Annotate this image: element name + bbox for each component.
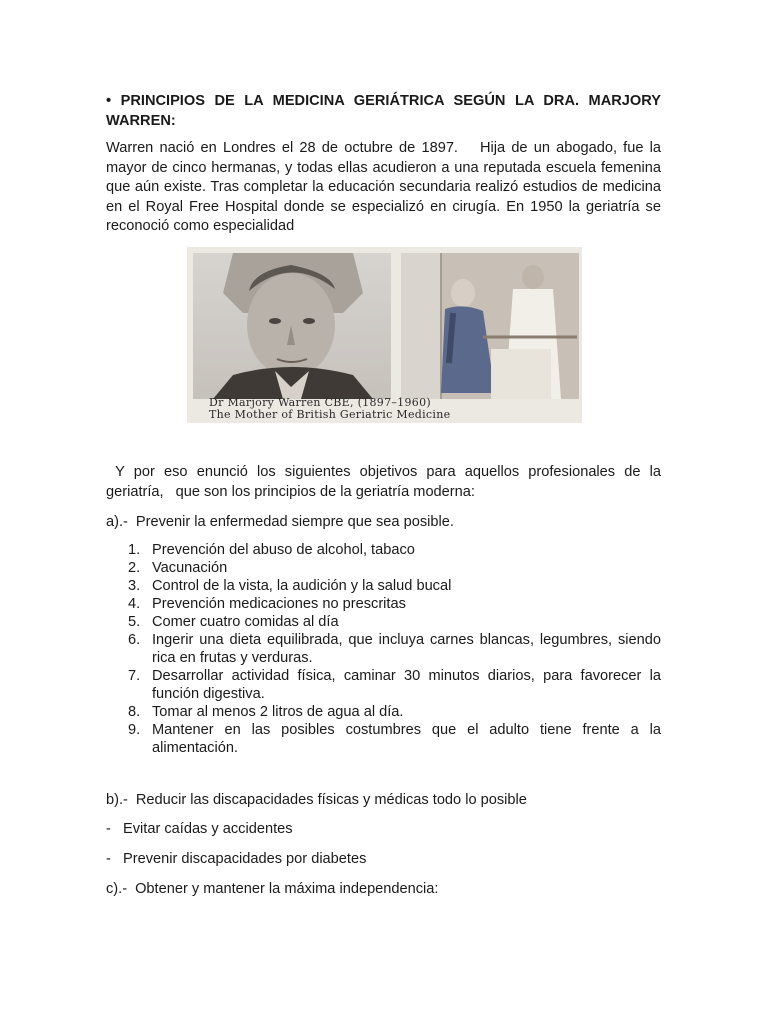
list-item-text: Vacunación	[152, 560, 228, 576]
objectives-text-2: que son los principios de la geriatría moderna:	[175, 484, 475, 500]
list-item	[106, 559, 661, 577]
section-c-prefix: c).-	[106, 881, 128, 897]
portrait-photo	[193, 253, 391, 399]
list-item-text: Comer cuatro comidas al día	[152, 614, 339, 630]
intro-text-1: Warren nació en Londres el 28 de octubre de 1897.	[106, 140, 458, 156]
list-item	[106, 577, 661, 595]
dash-item	[106, 849, 661, 869]
intro-text-3: donde se especializó en cirugía. En 1950 la geriatría se reconoció como especialidad	[106, 198, 661, 234]
list-item-text: Tomar al menos 2 litros de agua al día.	[152, 704, 404, 720]
section-a-text: Prevenir la enfermedad siempre que sea posible.	[135, 514, 454, 530]
list-item-number: 4.	[128, 596, 141, 612]
marjory-warren-photo	[187, 247, 582, 423]
dash-marker: -	[106, 851, 111, 867]
section-c	[106, 879, 661, 899]
dash-item	[106, 819, 661, 839]
list-item	[106, 631, 661, 667]
list-item-number: 1.	[128, 542, 141, 558]
dash-marker: -	[106, 821, 111, 837]
list-item	[106, 595, 661, 613]
intro-paragraph	[106, 139, 661, 237]
list-item-number: 9.	[128, 722, 141, 738]
section-a-prefix: a).-	[106, 514, 128, 530]
list-item	[106, 541, 661, 559]
list-item-text: Desarrollar actividad física, caminar 30 minutos diarios, para favorecer la función digestiva.	[152, 668, 661, 702]
objectives-paragraph	[106, 462, 661, 502]
list-item-text: Ingerir una dieta equilibrada, que incluya carnes blancas, legumbres, siendo rica en frutas y verduras.	[152, 632, 661, 666]
photo-caption	[209, 397, 579, 420]
list-item-text: Mantener en las posibles costumbres que el adulto tiene frente a la alimentación.	[152, 722, 661, 756]
list-item-text: Prevención del abuso de alcohol, tabaco	[152, 542, 415, 558]
section-b	[106, 790, 661, 810]
section-b-prefix: b).-	[106, 792, 128, 808]
list-item-number: 2.	[128, 560, 141, 576]
hospital-name: Royal Free Hospital	[145, 198, 278, 215]
dash-item-text: Prevenir discapacidades por diabetes	[123, 851, 367, 867]
list-item-number: 6.	[128, 632, 141, 648]
list-item	[106, 667, 661, 703]
dash-item-text: Evitar caídas y accidentes	[123, 821, 293, 837]
caption-line-2: The Mother of British Geriatric Medicine	[209, 407, 451, 421]
prevention-list	[106, 541, 661, 757]
list-item-number: 8.	[128, 704, 141, 720]
section-b-text: Reducir las discapacidades físicas y médicas todo lo posible	[135, 792, 527, 808]
section-c-text: Obtener y mantener la máxima independencia:	[135, 881, 439, 897]
clinic-photo	[401, 253, 579, 399]
objectives-text-1: Y por eso enunció los siguientes objetivos para aquellos profesionales de la geriatría,	[106, 464, 661, 500]
list-item-number: 5.	[128, 614, 141, 630]
list-item-text: Prevención medicaciones no prescritas	[152, 596, 406, 612]
list-item-text: Control de la vista, la audición y la salud bucal	[152, 578, 452, 594]
intro-text-2: Hija de un abogado, fue la mayor de cinco hermanas, y todas ellas acudieron a una reputada escuela femenina que aún existe. Tras completar la educación secundaria realizó estudios de medicina en el	[106, 140, 661, 215]
caption-line-1: Dr Marjory Warren CBE, (1897–1960)	[209, 396, 431, 409]
list-item-number: 7.	[128, 668, 141, 684]
list-item	[106, 703, 661, 721]
list-item-number: 3.	[128, 578, 141, 594]
section-heading: • PRINCIPIOS DE LA MEDICINA GERIÁTRICA SEGÚN LA DRA. MARJORY WARREN:	[106, 93, 661, 129]
list-item	[106, 613, 661, 631]
list-item	[106, 721, 661, 757]
section-a	[106, 512, 661, 532]
